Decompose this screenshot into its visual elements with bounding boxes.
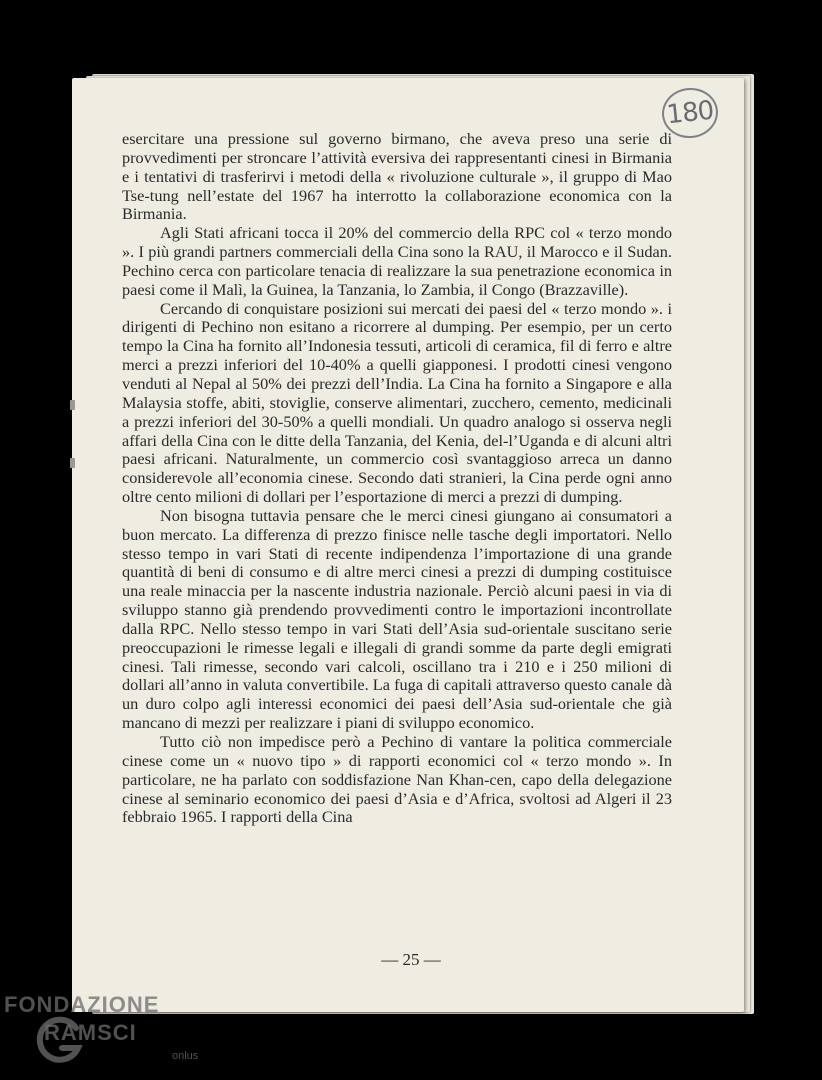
archive-page-stamp: 180 [660, 85, 721, 141]
body-text [122, 130, 672, 827]
watermark-suffix: onlus [172, 1050, 199, 1062]
paragraph: Cercando di conquistare posizioni sui mercati dei paesi del « terzo mondo ». i dirigenti di Pechino non esitano a ricorrere al dumping. Per esempio, per un certo tempo la Cina ha fornito all’Indonesia tessuti, articoli di ceramica, fil di ferro e altre merci a prezzi inferiori del 10-40% a quelli giapponesi. I prodotti cinesi vengono venduti al Nepal al 50% dei prezzi dell’India. La Cina ha fornito a Singapore e alla Malaysia stoffe, abiti, stoviglie, conserve alimentari, zucchero, cemento, medicinali a prezzi inferiori del 30-50% a quelli mondiali. Un quadro analogo si osserva negli affari della Cina con le ditte della Tanzania, del Kenia, del-l’Uganda e di alcuni altri paesi africani. Naturalmente, un commercio così svantaggioso arreca un danno considerevole all’economia cinese. Secondo dati stranieri, la Cina perde ogni anno oltre cento milioni di dollari per l’esportazione di merci a prezzi di dumping. [122, 298, 672, 507]
paragraph: Tutto ciò non impedisce però a Pechino di vantare la politica commerciale cinese come un « nuovo tipo » di rapporti economici col « terzo mondo ». In particolare, ne ha parlato con soddisfazione Nan Khan-cen, capo della delegazione cinese al seminario economico dei paesi d’Asia e d’Africa, svoltosi ad Algeri il 23 febbraio 1965. I rapporti della Cina [122, 732, 672, 827]
page-number: — 25 — [381, 950, 441, 969]
staple-mark [70, 400, 75, 410]
watermark-line-1: FONDAZIONE [4, 992, 160, 1017]
staple-mark [70, 458, 75, 468]
paragraph: Agli Stati africani tocca il 20% del commercio della RPC col « terzo mondo ». I più grandi partners commerciali della Cina sono la RAU, il Marocco e il Sudan. Pechino cerca con particolare tenacia di realizzare la sua penetrazione economica in paesi come il Malì, la Guinea, la Tanzania, lo Zambia, il Congo (Brazzaville). [122, 223, 672, 299]
fondazione-gramsci-watermark [4, 992, 224, 1078]
paragraph: Non bisogna tuttavia pensare che le merci cinesi giungano ai consumatori a buon mercato. La differenza di prezzo finisce nelle tasche degli importatori. Nello stesso tempo in vari Stati di recente indipendenza l’importazione di una grande quantità di beni di consumo e di altre merci cinesi a prezzi di dumping costituisce una reale minaccia per la nascente industria nazionale. Perciò alcuni paesi in via di sviluppo stanno già prendendo provvedimenti contro le importazioni incontrollate dalla RPC. Nello stesso tempo in vari Stati dell’Asia sud-orientale suscitano serie preoccupazioni le rimesse legali e illegali di grandi somme da parte degli emigrati cinesi. Tali rimesse, secondo vari calcoli, oscillano tra i 210 e i 250 milioni di dollari all’anno in valuta convertibile. La fuga di capitali attraverso questo canale dà un duro colpo agli interessi economici dei paesi dell’Asia sud-orientale che già mancano di mezzi per realizzare i piani di sviluppo economico. [122, 505, 672, 733]
watermark-line-2: RAMSCI [44, 1020, 137, 1045]
paragraph: esercitare una pressione sul governo birmano, che aveva preso una serie di provvedimenti per stroncare l’attività eversiva dei rappresentanti cinesi in Birmania e i tentativi di trasferirvi i metodi della « rivoluzione culturale », il gruppo di Mao Tse-tung nell’estate del 1967 ha interrotto la collaborazione economica con la Birmania. [122, 129, 672, 224]
